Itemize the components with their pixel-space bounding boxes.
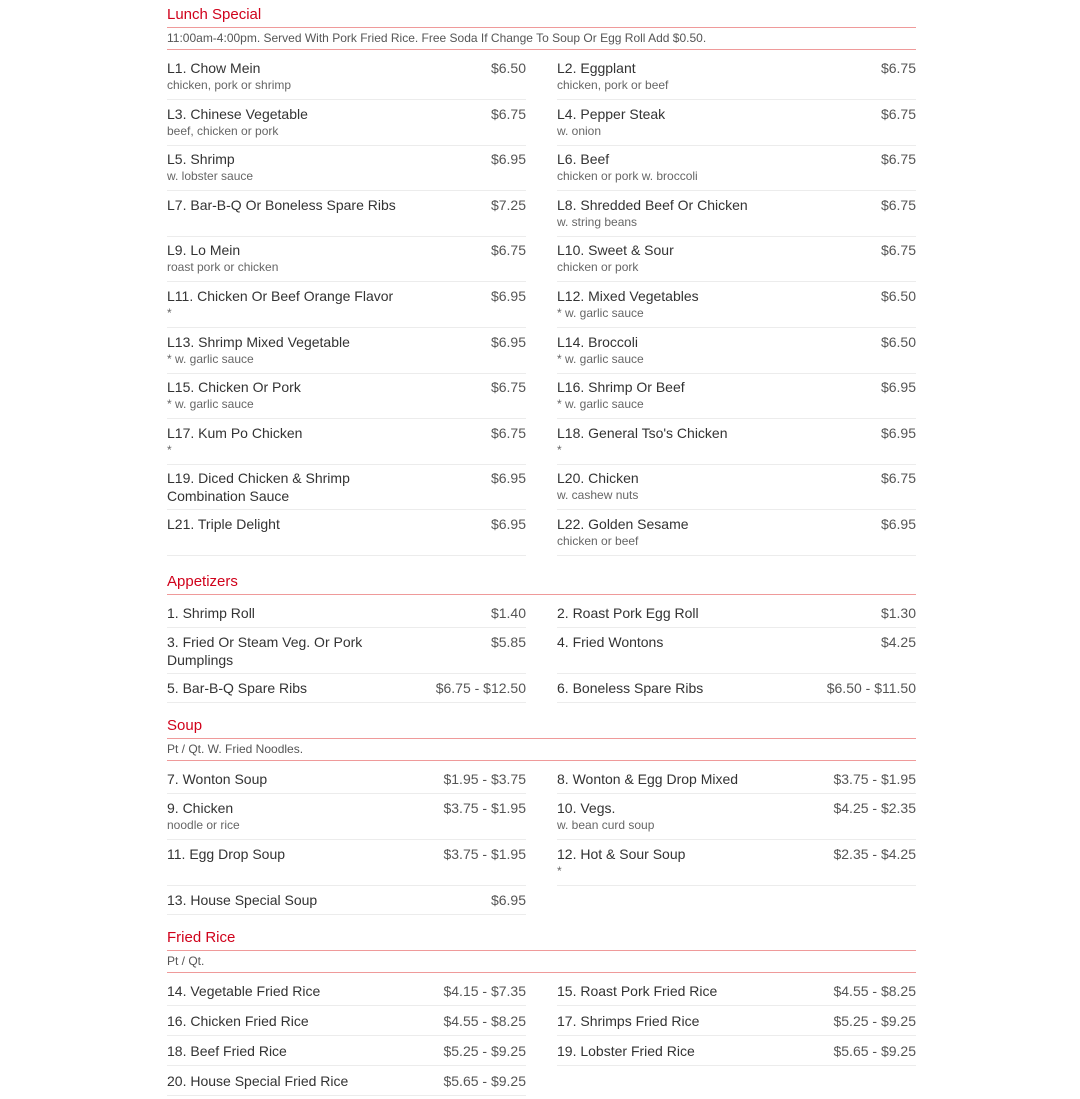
menu-item[interactable] — [557, 330, 916, 374]
menu-item-name: L10. Sweet & Sour — [557, 242, 674, 259]
item-grid — [167, 50, 916, 558]
menu-item-text — [557, 424, 728, 462]
menu-item[interactable] — [167, 421, 526, 465]
menu-item-text — [557, 1012, 699, 1033]
menu-item-description: chicken or pork w. broccoli — [557, 169, 698, 184]
menu-item[interactable] — [557, 796, 916, 840]
menu-item-text — [557, 469, 639, 507]
menu-item-text — [167, 515, 280, 553]
menu-item-price: $6.75 — [880, 60, 916, 76]
menu-item[interactable] — [557, 147, 916, 191]
section-note: 11:00am-4:00pm. Served With Pork Fried Rice. Free Soda If Change To Soup Or Egg Roll Add $0.50. — [167, 28, 916, 50]
menu-item-text — [557, 196, 748, 234]
menu-item-price: $3.75 - $1.95 — [443, 845, 526, 862]
menu-item[interactable] — [557, 512, 916, 556]
menu-item-text — [557, 515, 689, 553]
menu-item-description: w. cashew nuts — [557, 488, 639, 503]
menu-item-text — [557, 799, 654, 837]
menu-item-name: L7. Bar-B-Q Or Boneless Spare Ribs — [167, 196, 396, 213]
menu-item-price: $7.25 — [490, 196, 526, 213]
menu-item-description: chicken, pork or beef — [557, 78, 669, 92]
menu-item-price: $6.75 — [490, 379, 526, 396]
menu-item-price: $6.75 — [490, 424, 526, 441]
menu-item-price: $3.75 - $1.95 — [833, 770, 916, 787]
menu-item-price: $4.25 — [880, 633, 916, 650]
menu-item-description: * w. garlic sauce — [557, 305, 644, 320]
menu-item-price: $6.50 — [880, 287, 916, 304]
menu-item-name: L20. Chicken — [557, 470, 639, 487]
menu-item[interactable] — [167, 676, 526, 703]
menu-item-description: beef, chicken or pork — [167, 123, 279, 138]
menu-item[interactable] — [557, 375, 916, 419]
menu-item[interactable] — [167, 630, 526, 674]
menu-item-name: 7. Wonton Soup — [167, 770, 268, 787]
menu-item-price: $6.75 — [490, 242, 526, 259]
menu-item-name: 10. Vegs. — [557, 799, 616, 816]
menu-item-price: $5.65 - $9.25 — [443, 1072, 526, 1089]
menu-item-description: w. bean curd soup — [557, 817, 655, 832]
menu-item-description: * — [167, 305, 172, 320]
menu-item-name: L21. Triple Delight — [167, 515, 280, 532]
menu-item-price: $5.25 - $9.25 — [443, 1042, 526, 1059]
menu-item-description: * — [557, 442, 562, 457]
menu-item-text — [167, 604, 255, 625]
menu-item-text — [557, 333, 644, 371]
menu-item-text — [167, 424, 302, 462]
menu-item-name: L22. Golden Sesame — [557, 515, 689, 532]
menu-item-name: L5. Shrimp — [167, 151, 235, 168]
menu-item-name: L14. Broccoli — [557, 333, 638, 350]
menu-item-name: 18. Beef Fried Rice — [167, 1042, 287, 1059]
menu-item-name: 3. Fried Or Steam Veg. Or Pork Dumplings — [167, 633, 363, 668]
menu-item-price: $6.95 — [880, 379, 916, 396]
menu-item-text — [167, 196, 396, 234]
menu-item-price: $6.95 — [490, 151, 526, 168]
menu-item[interactable] — [557, 630, 916, 674]
menu-item-text — [557, 59, 668, 97]
menu-item-text — [167, 982, 320, 1003]
menu-item-text — [167, 287, 393, 325]
menu-item-name: 8. Wonton & Egg Drop Mixed — [557, 770, 739, 787]
menu-item-name: 9. Chicken — [167, 799, 234, 816]
menu-item-text — [557, 1042, 695, 1063]
section-title: Appetizers — [167, 567, 916, 595]
menu-item-price: $4.25 - $2.35 — [833, 799, 916, 816]
menu-item-description: * — [557, 863, 562, 878]
menu-item-price: $6.50 — [490, 60, 526, 76]
menu-item-description: * w. garlic sauce — [557, 397, 644, 412]
menu-item[interactable] — [167, 796, 526, 840]
menu-item[interactable] — [167, 102, 526, 146]
menu-item-name: L1. Chow Mein — [167, 60, 261, 76]
menu-item-name: 12. Hot & Sour Soup — [557, 845, 686, 862]
menu-item-price: $3.75 - $1.95 — [443, 799, 526, 816]
menu-item-name: L15. Chicken Or Pork — [167, 379, 301, 396]
menu — [167, 0, 916, 1099]
menu-item-price: $6.95 — [880, 424, 916, 441]
menu-item-text — [167, 105, 308, 143]
section-fried-rice — [167, 923, 916, 1099]
menu-item-price: $6.75 — [880, 470, 916, 487]
menu-item[interactable] — [557, 284, 916, 328]
menu-item-text — [557, 287, 699, 325]
menu-item-name: L8. Shredded Beef Or Chicken — [557, 196, 748, 213]
menu-item[interactable] — [167, 842, 526, 886]
menu-item[interactable] — [167, 1069, 526, 1096]
menu-item-price: $6.95 — [490, 515, 526, 532]
menu-item-text — [557, 604, 699, 625]
menu-item[interactable] — [557, 466, 916, 510]
menu-item-text — [167, 150, 253, 188]
menu-item[interactable] — [557, 238, 916, 282]
menu-item-name: 5. Bar-B-Q Spare Ribs — [167, 679, 308, 696]
menu-item-description: roast pork or chicken — [167, 260, 279, 275]
menu-item[interactable] — [557, 767, 916, 794]
menu-item-name: L13. Shrimp Mixed Vegetable — [167, 333, 350, 350]
menu-item[interactable] — [167, 193, 526, 237]
menu-item[interactable] — [167, 56, 526, 100]
menu-item-name: L12. Mixed Vegetables — [557, 287, 699, 304]
menu-item[interactable] — [557, 842, 916, 886]
item-grid — [167, 761, 916, 917]
menu-item-text — [167, 241, 278, 279]
menu-item-name: 20. House Special Fried Rice — [167, 1072, 349, 1089]
menu-item-price: $6.75 — [490, 105, 526, 122]
menu-item-name: 4. Fried Wontons — [557, 633, 664, 650]
menu-item-price: $2.35 - $4.25 — [833, 845, 916, 862]
menu-item[interactable] — [557, 979, 916, 1006]
menu-item-price: $6.50 — [880, 333, 916, 350]
menu-item-description: w. string beans — [557, 214, 638, 229]
menu-item[interactable] — [557, 601, 916, 628]
menu-item-name: 11. Egg Drop Soup — [167, 845, 286, 862]
menu-item-description: * w. garlic sauce — [167, 351, 254, 366]
section-note: Pt / Qt. W. Fried Noodles. — [167, 739, 916, 761]
menu-item-name: L6. Beef — [557, 151, 610, 168]
menu-item[interactable] — [557, 193, 916, 237]
menu-item-description: w. onion — [557, 123, 602, 138]
menu-item-name: L9. Lo Mein — [167, 242, 241, 259]
menu-item[interactable] — [557, 102, 916, 146]
menu-item-price: $6.95 — [490, 287, 526, 304]
menu-item-name: L2. Eggplant — [557, 60, 636, 76]
menu-item-text — [557, 378, 685, 416]
menu-item-text — [557, 105, 665, 143]
menu-item-text — [557, 633, 663, 671]
menu-item-text — [167, 469, 417, 507]
menu-item[interactable] — [167, 767, 526, 794]
menu-item[interactable] — [167, 466, 526, 510]
menu-item[interactable] — [167, 979, 526, 1006]
section-title: Fried Rice — [167, 923, 916, 951]
menu-item-name: 16. Chicken Fried Rice — [167, 1012, 309, 1029]
menu-item-name: L18. General Tso's Chicken — [557, 424, 728, 441]
menu-item-price: $6.95 — [490, 333, 526, 350]
menu-item-text — [557, 150, 698, 188]
menu-item-price: $1.30 — [880, 604, 916, 621]
menu-item-text — [167, 1042, 287, 1063]
menu-item-text — [167, 845, 285, 883]
menu-item-price: $6.75 - $12.50 — [435, 679, 526, 696]
menu-item[interactable] — [167, 888, 526, 915]
menu-item-name: 1. Shrimp Roll — [167, 604, 255, 621]
menu-item-text — [167, 799, 240, 837]
menu-item-description: noodle or rice — [167, 817, 240, 832]
menu-item-name: L3. Chinese Vegetable — [167, 105, 308, 122]
section-note: Pt / Qt. — [167, 951, 916, 973]
menu-item-description: * w. garlic sauce — [167, 397, 254, 412]
menu-item-price: $4.15 - $7.35 — [443, 982, 526, 999]
item-grid — [167, 595, 916, 705]
menu-item[interactable] — [557, 56, 916, 100]
menu-item-price: $5.65 - $9.25 — [833, 1042, 916, 1059]
menu-item-price: $5.25 - $9.25 — [833, 1012, 916, 1029]
menu-item-price: $1.40 — [490, 604, 526, 621]
menu-item-price: $1.95 - $3.75 — [443, 770, 526, 787]
menu-item-price: $6.75 — [880, 105, 916, 122]
menu-item[interactable] — [167, 375, 526, 419]
menu-item[interactable] — [167, 284, 526, 328]
menu-item-price: $6.75 — [880, 151, 916, 168]
section-lunch-special — [167, 0, 916, 558]
menu-item[interactable] — [167, 1009, 526, 1036]
menu-item-text — [557, 679, 703, 700]
menu-item-name: L16. Shrimp Or Beef — [557, 379, 685, 396]
menu-item-text — [167, 633, 417, 671]
menu-item-text — [167, 378, 301, 416]
menu-item-price: $4.55 - $8.25 — [443, 1012, 526, 1029]
menu-item[interactable] — [167, 238, 526, 282]
menu-item-description: chicken or beef — [557, 533, 639, 548]
menu-item-text — [557, 845, 685, 883]
menu-item-name: L17. Kum Po Chicken — [167, 424, 303, 441]
menu-item-text — [557, 770, 738, 791]
menu-item[interactable] — [167, 1039, 526, 1066]
menu-item[interactable] — [167, 147, 526, 191]
menu-item-price: $6.95 — [880, 515, 916, 532]
menu-item-text — [167, 59, 291, 97]
menu-item-price: $4.55 - $8.25 — [833, 982, 916, 999]
section-title: Lunch Special — [167, 0, 916, 28]
menu-item[interactable] — [167, 330, 526, 374]
menu-item-price: $5.85 — [490, 633, 526, 650]
menu-item[interactable] — [557, 1009, 916, 1036]
menu-item-price: $6.50 - $11.50 — [826, 679, 916, 696]
section-title: Soup — [167, 711, 916, 739]
menu-item[interactable] — [557, 421, 916, 465]
menu-item-text — [167, 1072, 348, 1093]
menu-item-description: chicken or pork — [557, 260, 639, 275]
section-appetizers — [167, 567, 916, 705]
menu-item-description: * w. garlic sauce — [557, 351, 644, 366]
menu-item[interactable] — [557, 1039, 916, 1066]
menu-item-name: 17. Shrimps Fried Rice — [557, 1012, 700, 1029]
menu-item-price: $6.95 — [490, 470, 526, 487]
menu-item-name: 13. House Special Soup — [167, 891, 318, 908]
menu-item-name: 6. Boneless Spare Ribs — [557, 679, 704, 696]
menu-item-description: w. lobster sauce — [167, 169, 254, 184]
menu-item-name: L4. Pepper Steak — [557, 105, 666, 122]
menu-item-description: * — [167, 442, 172, 457]
menu-item[interactable] — [557, 676, 916, 703]
menu-item-text — [167, 679, 307, 700]
menu-item-price: $6.95 — [490, 891, 526, 908]
menu-item-name: 2. Roast Pork Egg Roll — [557, 604, 699, 621]
menu-item-text — [167, 770, 267, 791]
menu-item-text — [557, 982, 717, 1003]
menu-item-name: 15. Roast Pork Fried Rice — [557, 982, 718, 999]
menu-item-name: L19. Diced Chicken & Shrimp Combination Sauce — [167, 470, 350, 505]
menu-item[interactable] — [167, 512, 526, 556]
menu-item-price: $6.75 — [880, 242, 916, 259]
menu-item-price: $6.75 — [880, 196, 916, 213]
menu-item-name: 14. Vegetable Fried Rice — [167, 982, 321, 999]
menu-item-text — [167, 1012, 309, 1033]
menu-item-name: 19. Lobster Fried Rice — [557, 1042, 695, 1059]
menu-item-text — [167, 891, 317, 912]
menu-item-text — [557, 241, 674, 279]
menu-item-text — [167, 333, 350, 371]
menu-item-description: chicken, pork or shrimp — [167, 78, 292, 92]
menu-item[interactable] — [167, 601, 526, 628]
section-soup — [167, 711, 916, 917]
menu-item-name: L11. Chicken Or Beef Orange Flavor — [167, 287, 394, 304]
